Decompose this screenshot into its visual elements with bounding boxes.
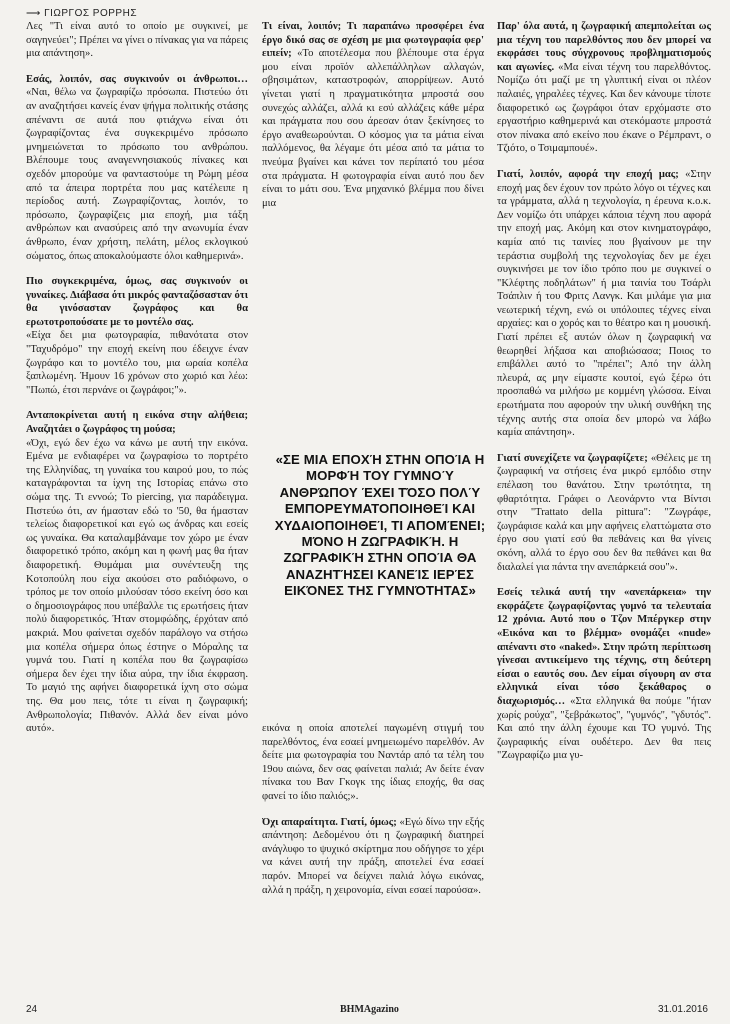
pull-quote: «ΣΕ ΜΙΑ ΕΠΟΧΉ ΣΤΗΝ ΟΠΟΊΑ Η ΜΟΡΦΉ ΤΟΥ ΓΥΜΝΟΎ ΑΝΘΡΏΠΟΥ ΈΧΕΙ ΤΌΣΟ ΠΟΛΎ ΕΜΠΟΡΕΥΜΑΤΟΠΟΙΗΘΕΊ ΚΑΙ ΧΥΔΑΙΟΠΟΙΗΘΕΊ, ΤΙ ΑΠΟΜΈΝΕΙ; ΜΌΝΟ Η ΖΩΓΡΑΦΙΚΉ. Η ΖΩΓΡΑΦΙΚΉ ΣΤΗΝ ΟΠΟΊΑ ΘΑ ΑΝΑΖΗΤΉΣΕΙ ΚΑΝΕΊΣ ΙΕΡΈΣ ΕΙΚΌΝΕΣ ΤΗΣ ΓΥΜΝΌΤΗΤΑΣ»	[274, 452, 486, 599]
question: Εσάς, λοιπόν, σας συγκινούν οι άνθρωποι…	[26, 73, 248, 85]
paragraph: Λες "Τι είναι αυτό το οποίο με συγκινεί, με σαγηνεύει"; Πρέπει να γίνει ο πίνακας για να πάρεις μια απάντηση».	[26, 21, 248, 60]
page-footer	[0, 1004, 730, 1018]
question-paragraph	[26, 73, 248, 263]
question-paragraph	[262, 816, 484, 898]
answer: «Εγώ δίνω την εξής απάντηση: Δεδομένου ότι η ζωγραφική διατηρεί ανάγλυφο το ψυχικό σκίρτημα που οδήγησε το χέρι να κάνει αυτή την πράξη, αποτελεί ένα εσαεί παρόν. Μπορεί να δείχνει παλιά λόγω εικόνας, αλλά η πράξη, η χειρονομία, είναι εσαεί παρούσα».	[262, 816, 484, 896]
answer: «Στην εποχή μας δεν έχουν τον πρώτο λόγο οι τέχνες και τα γράμματα, αλλά η τεχνολογία, η έρευνα κ.ο.κ. Δεν νομίζω ότι υπάρχει κάποια τέχνη που αφορά την εποχή μας. Ακόμη και στον κινηματογράφο, καμία από τις ταινίες που βγαίνουν με την τεράστια συμβολή της τεχνολογίας δεν με έχει συγκινήσει με τον ίδιο τρόπο που με συγκινεί ο "Κλέφτης ποδηλάτων" ή μια ταινία του Τσάρλι Τσάπλιν ή του Φριτς Λανγκ. Και μιλάμε για μια νεωτερική τέχνη, ενώ οι υπόλοιπες τέχνες είναι αρχαίες: και ο χορός και το θέατρο και η μουσική. Γιατί πρέπει εξ αυτών όλων η ζωγραφική να θεωρηθεί λήξασα και αποβιώσασα; Ποιος το επιβάλλει αυτό το "πρέπει"; Από την άλλη πλευρά, ας μην είμαστε κουτοί, εγώ ξέρω ότι προσπαθώ να μιλήσω με κομμένη γλώσσα. Είναι ερωτήματα που αφορούν την υλική συνθήκη της τέχνης αυτής στα οποία δεν μπορώ να λάβω καμία απάντηση».	[497, 168, 711, 439]
arrow-icon: ⟶	[26, 8, 41, 19]
question-paragraph	[497, 168, 711, 440]
answer: «Μα είναι τέχνη του παρελθόντος. Νομίζω ότι μαζί με τη γλυπτική είναι οι πλέον παλαιές, γηραλέες τέχνες. Και δεν κάνουμε τίποτε διαφορετικό ως ζωγράφοι όταν ερχόμαστε στο εργαστήριο καθημερινά και στεκόμαστε μπροστά στον πίνακα από εκείνο που έκανε ο Ρέμπραντ, ο Τζιότο, ο Τσιμαμπουέ».	[497, 61, 711, 155]
question: Εσείς τελικά αυτή την «ανεπάρκεια» την εκφράζετε ζωγραφίζοντας γυμνό τα τελευταία 12 χρόνια. Αυτό που ο Τζον Μπέργκερ στην «Εικόνα και το βλέμμα» ονομάζει «nude» απέναντι στο «naked». Στην πρώτη περίπτωση γίνεσαι αντικείμενο της τέχνης, στη δεύτερη είσαι ο εαυτός σου. Δεν είμαι σίγουρη αν στα ελληνικά είναι τόσο ξεκάθαρος ο διαχωρισμός…	[497, 587, 711, 707]
question-paragraph	[497, 452, 711, 574]
page-number: 24	[26, 1004, 38, 1015]
magazine-logo: ΒΗΜAgazino	[340, 1004, 399, 1015]
answer: «Όχι, εγώ δεν έχω να κάνω με αυτή την εικόνα. Εμένα με ενδιαφέρει να ζωγραφίσω το πορτρέτο της Ελληνίδας, τη γυναίκα του καιρού μου, το πώς καταγράφονται τα ίχνη της Ιστορίας επάνω στο σώμα της. Τι εννοώ; Το piercing, για παράδειγμα. Πιστεύω ότι, αν ήμασταν εδώ το '50, θα ήμασταν τελείως διαφορετικοί και εγώ ως άνδρας και εσείς ως γυναίκα. Θα καταλαμβάναμε τον χώρο με έναν διαφορετικό τρόπο, ακόμη και η φωνή μας θα ήταν διαφορετική. Θυμάμαι μια συνέντευξη της Κοτοπούλη που είχα ακούσει στο ραδιόφωνο, ο τρόπος με τον οποίο μιλούσαν τόσο εκείνη όσο και ο δημοσιογράφος που υπέβαλλε τις ερωτήσεις ήταν πολύ διαφορετικός. Ήταν στομφώδης, έρχόταν από μακριά. Μου φαίνεται σχεδόν παράλογο να στήσω μια κοπέλα σήμερα όπως έστηνε ο Μόραλης τα γυμνά του. Γιατί η κοπέλα που θα ζωγραφίσω σήμερα δεν έχει την ίδια αύρα, την ίδια έκφραση. Το μαγιό της αφήνει διαφορετικά ίχνη στο σώμα της. Θα μου πεις, τότε τι είναι η ζωγραφική; Ανθρωπολογία; Πιθανόν. Αλλά δεν είναι μόνο αυτό».	[26, 437, 248, 735]
author-header	[26, 8, 137, 19]
column-1	[26, 20, 248, 998]
question: Παρ' όλα αυτά, η ζωγραφική απεμπολείται ως μια τέχνη του παρελθόντος που δεν μπορεί να εκφράσει τους σύγχρονους προβληματισμούς και αγωνίες.	[497, 21, 711, 73]
question: Γιατί, λοιπόν, αφορά την εποχή μας;	[497, 168, 679, 180]
question: Τι είναι, λοιπόν; Τι παραπάνω προσφέρει ένα έργο δικό σας σε σχέση με μια φωτογραφία φερ' ειπείν;	[262, 21, 484, 60]
answer: «Είχα δει μια φωτογραφία, πιθανότατα στον "Ταχυδρόμο" την εποχή εκείνη που έδειχνε έναν ζωγράφο και το μοντέλο του, μια ωραία κοπέλα ξαπλωμένη. Ήμουν 16 χρόνων στο χωριό και λέω: "Πωπώ, έτσι περνάνε οι ζωγράφοι;"».	[26, 330, 248, 396]
answer: «Ναι, θέλω να ζωγραφίζω πρόσωπα. Πιστεύω ότι αν αναζητήσει κανείς έναν ψήγμα πολιτικής στάσης απέναντι σε αυτά που φτιάχνω είναι ότι ζωγραφίζοντας ένα συγκεκριμένο πρόσωπο μνημειώνεται το πρόσωπο του ανθρώπου. Βλέπουμε τους αναγεννησιακούς πίνακες και σχεδόν μπορούμε να φανταστούμε τη Ρώμη μέσα από τα άπειρα πορτρέτα που μας κατέλειπε η περίοδος αυτή. Ζωγραφίζοντας, λοιπόν, το πρόσωπο, ζωγραφίζεις μια εποχή, μια τάξη ανθρώπων και ανασύρεις από την ανωνυμία έναν άνθρωπο, έναν χρήστη, πελάτη, μέλος εκλογικού σώματος, όπως αποκαλούμαστε όλοι καθημερινά».	[26, 87, 248, 262]
answer: «Θέλεις με τη ζωγραφική να στήσεις ένα μικρό εμπόδιο στην επέλαση του θανάτου. Στην τρωτότητα, τη φθαρτότητα. Γράφει ο Λεονάρντο ντα Βίντσι στην "Trattato della pittura": "Ζωγράφε, ζωγράφισε καλά και μην αφήνεις ελαττώματα στο έργο σου γιατί εσύ θα πεθάνεις και θα γίνεις σκόνη, αλλά το έργο σου δεν θα πεθάνει και θα διαλαλεί για πάντα την ανεπάρκειά σου"».	[497, 452, 711, 573]
issue-date: 31.01.2016	[657, 1004, 708, 1015]
question: Ανταποκρίνεται αυτή η εικόνα στην αλήθεια; Αναζητάει ο ζωγράφος τη μούσα;	[26, 410, 248, 436]
column-3	[497, 20, 711, 998]
question-paragraph	[262, 20, 484, 210]
question-paragraph	[497, 586, 711, 763]
column-2-continued	[262, 722, 484, 909]
question: Όχι απαραίτητα. Γιατί, όμως;	[262, 816, 397, 828]
author-name: ΓΙΩΡΓΟΣ ΡΟΡΡΗΣ	[44, 8, 137, 19]
question: Γιατί συνεχίζετε να ζωγραφίζετε;	[497, 452, 648, 464]
question-paragraph	[26, 275, 248, 397]
question: Πιο συγκεκριμένα, όμως, σας συγκινούν οι γυναίκες. Διάβασα ότι μικρός φανταζόσασταν ότι θα γινόσασταν ζωγράφος και θα ερωτοτροπούσατε με το μοντέλο σας.	[26, 276, 248, 328]
answer: «Το αποτέλεσμα που βλέπουμε στα έργα μου είναι προϊόν αλλεπάλληλων αλλαγών, σβησιμάτων, καταστροφών, απορρίψεων. Αυτό γίνεται γιατί η πραγματικότητα μπροστά σου συνεχώς αλλάζει, αλλά κι εσύ αλλάζεις κάθε μέρα και πράγματα που σου άρεσαν όταν ξεκίνησες το έργο αναθεωρούνται. Ο κόσμος για τα μάτια είναι παλλόμενος, θα λέγαμε ότι μέσα από τα μάτια το πνεύμα βγαίνει και κάνει τον περίπατό του μέσα στα πράγματα. Η φωτογραφία είναι αυτό που δεν είναι το μάτι σου. Ένα μηχανικό βλέμμα που δίνει μια	[262, 48, 484, 209]
answer: «Στα ελληνικά θα πούμε "ήταν χωρίς ρούχα", "ξεβράκωτος", "γυμνός", "γδυτός". Και από την άλλη έχουμε και ΤΟ γυμνό. Της ζωγραφικής είναι ουδέτερο. Δεν θα πεις "Ζωγραφίζω μια γυ-	[497, 695, 711, 762]
paragraph: εικόνα η οποία αποτελεί παγωμένη στιγμή του παρελθόντος, ένα εσαεί μνημειωμένο παρελθόν. Αν δείτε μια φωτογραφία του Ναντάρ από τα τέλη του 19ου αιώνα, δεν σας φαίνεται παλιά; Αν δείτε έναν πίνακα του Βαν Γκογκ της ίδιας εποχής, θα σας φανεί το ίδιο παλιός;».	[262, 723, 484, 802]
question-paragraph	[26, 409, 248, 735]
question-paragraph	[497, 20, 711, 156]
